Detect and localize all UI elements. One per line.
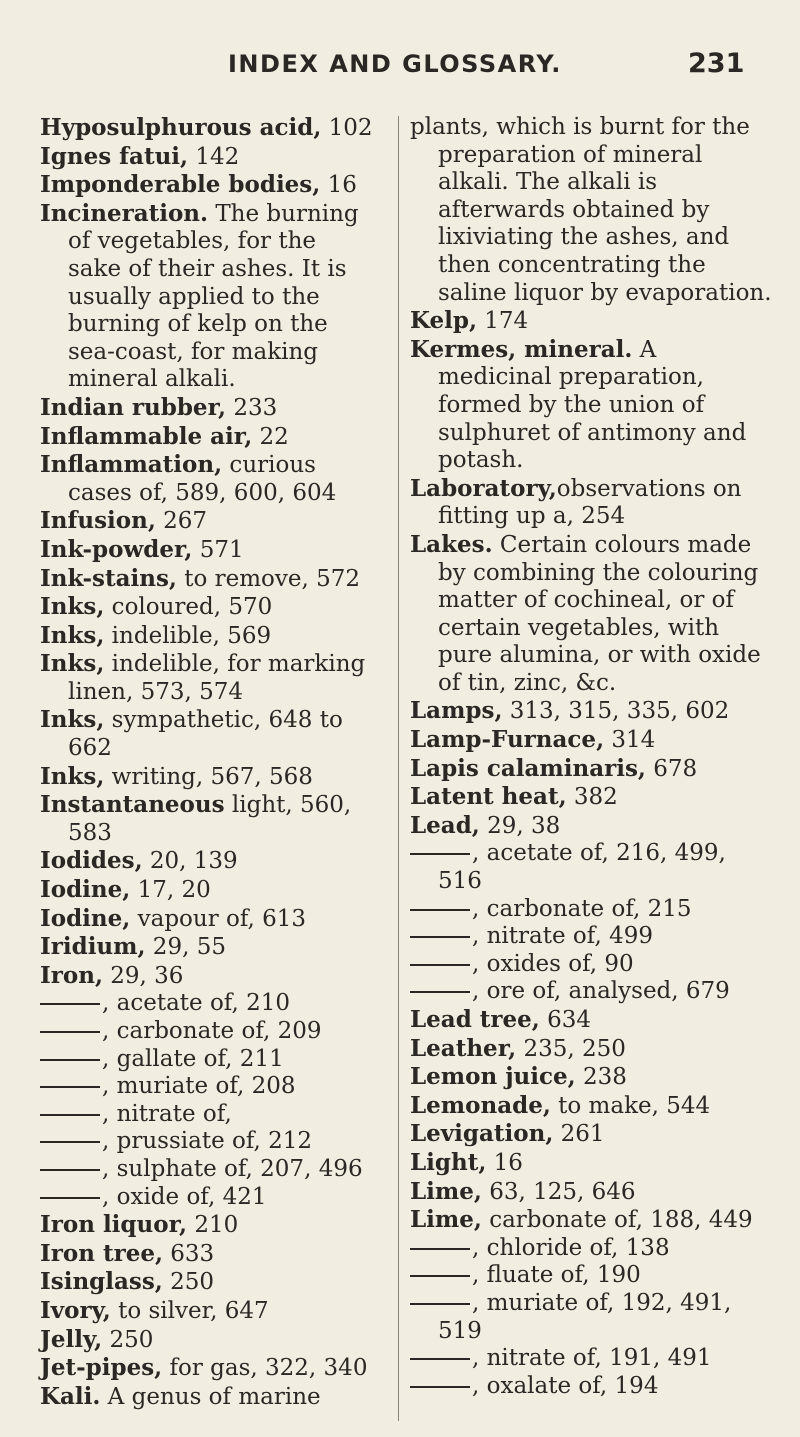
index-entry-text: to make, 544 — [550, 1092, 711, 1119]
index-entry-term: Lead, — [410, 811, 480, 839]
index-entry-term: Lemon juice, — [410, 1063, 576, 1091]
index-entry-text: 678 — [645, 755, 698, 782]
index-entry-text: , acetate of, 210 — [102, 990, 291, 1017]
index-entry-text: , muriate of, 208 — [102, 1073, 296, 1100]
index-entry-term: Iron, — [40, 961, 103, 989]
index-entry — [40, 1297, 375, 1326]
index-column-left — [40, 114, 375, 1411]
index-entry-text: The burning of vegetables, for the sake of their ashes. It is usually applied to the burning of kelp on the sea-coast, for making mineral alkali. — [68, 200, 359, 393]
column-divider — [398, 116, 399, 1421]
index-entry — [410, 1063, 775, 1092]
index-entry — [410, 697, 775, 726]
index-entry-text: 63, 125, 646 — [481, 1178, 636, 1205]
ditto-dash — [410, 1303, 470, 1305]
index-entry-text: , carbonate of, 209 — [102, 1018, 322, 1044]
index-entry — [40, 114, 375, 143]
index-entry-term: Latent heat, — [410, 783, 567, 811]
index-entry-term: Inks, — [40, 650, 105, 678]
index-entry — [410, 923, 775, 951]
ditto-dash — [40, 1114, 100, 1116]
ditto-dash — [40, 1059, 100, 1061]
index-entry — [410, 336, 775, 475]
index-entry-text: 142 — [188, 143, 240, 170]
index-entry-term: Iron tree, — [40, 1239, 163, 1267]
index-entry — [410, 951, 775, 979]
index-entry — [410, 726, 775, 755]
index-entry — [40, 1383, 375, 1412]
index-entry-text: indelible, 569 — [104, 622, 272, 649]
index-entry — [410, 1373, 775, 1401]
index-entry-text: , carbonate of, 215 — [472, 895, 692, 922]
index-entry-text: , muriate of, 192, 491, 519 — [438, 1289, 732, 1344]
index-entry-text: indelible, for marking linen, 573, 574 — [68, 651, 366, 705]
index-entry — [410, 896, 775, 924]
index-entry-term: Inks, — [40, 706, 105, 734]
index-entry — [40, 706, 375, 762]
index-entry — [40, 394, 375, 423]
page-number: 231 — [688, 48, 745, 79]
index-entry — [40, 143, 375, 172]
index-entry — [40, 1128, 375, 1156]
ditto-dash — [410, 1358, 470, 1360]
index-entry-text: , prussiate of, 212 — [102, 1128, 313, 1155]
index-entry-text: 16 — [320, 172, 357, 199]
index-entry — [410, 1178, 775, 1207]
index-entry-text: 22 — [252, 423, 289, 450]
index-entry-text: , sulphate of, 207, 496 — [102, 1155, 363, 1182]
index-entry-text: , ore of, analysed, 679 — [472, 978, 730, 1005]
ditto-dash — [40, 1031, 100, 1033]
index-entry — [40, 1046, 375, 1074]
index-entry — [40, 791, 375, 847]
index-entry-term: Kali. — [40, 1382, 101, 1410]
index-entry — [410, 1345, 775, 1373]
index-entry — [40, 990, 375, 1018]
index-entry-text: 29, 36 — [102, 962, 184, 989]
index-entry-term: Imponderable bodies, — [40, 171, 321, 199]
ditto-dash — [410, 936, 470, 938]
index-entry — [40, 565, 375, 594]
index-entry-term: Inflammation, — [40, 451, 223, 479]
index-entry-text: A medicinal preparation, formed by the union of sulphuret of antimony and potash. — [438, 336, 747, 474]
index-entry-term: Iron liquor, — [40, 1211, 188, 1239]
index-entry — [40, 847, 375, 876]
index-entry — [40, 171, 375, 200]
index-entry — [40, 451, 375, 507]
index-entry-text: to remove, 572 — [176, 565, 361, 592]
index-entry-text: 17, 20 — [130, 877, 211, 904]
index-entry — [40, 876, 375, 905]
ditto-dash — [410, 991, 470, 993]
index-entry — [40, 536, 375, 565]
index-entry-term: Infusion, — [40, 507, 156, 535]
index-entry-text: vapour of, 613 — [130, 905, 307, 932]
index-entry-text: , oxide of, 421 — [102, 1183, 267, 1210]
index-entry — [410, 1120, 775, 1149]
index-column-right — [410, 114, 775, 1400]
index-entry-text: 238 — [575, 1064, 627, 1091]
index-entry-text: , nitrate of, 499 — [472, 923, 653, 950]
index-entry — [410, 783, 775, 812]
index-entry — [410, 531, 775, 698]
index-entry-text: Certain colours made by combining the colouring matter of cochineal, or of certain vegetables, with pure alumina, or with oxide of tin, zinc, &c. — [438, 531, 761, 696]
index-entry — [410, 1290, 775, 1345]
index-entry-text: 313, 315, 335, 602 — [502, 698, 730, 725]
running-head: INDEX AND GLOSSARY. — [228, 50, 562, 78]
index-entry-term: Indian rubber, — [40, 393, 227, 421]
index-entry — [410, 1149, 775, 1178]
index-entry — [40, 593, 375, 622]
index-entry-text: , chloride of, 138 — [472, 1234, 670, 1261]
index-entry — [40, 1326, 375, 1355]
ditto-dash — [410, 964, 470, 966]
index-entry — [40, 1184, 375, 1212]
index-entry-term: Lime, — [410, 1206, 482, 1234]
index-entry-text: 16 — [486, 1149, 523, 1176]
index-entry-text: 20, 139 — [142, 848, 238, 875]
index-entry — [40, 1101, 375, 1129]
index-entry-text: 634 — [539, 1007, 592, 1033]
index-entry — [40, 650, 375, 706]
index-entry-text: 250 — [162, 1269, 215, 1296]
ditto-dash — [40, 1086, 100, 1088]
index-entry — [410, 475, 775, 531]
index-entry-term: Iodides, — [40, 847, 143, 875]
ditto-dash — [410, 1275, 470, 1277]
index-entry — [410, 812, 775, 841]
ditto-dash — [410, 909, 470, 911]
index-entry-text: 633 — [162, 1240, 215, 1267]
index-entry-term: Kelp, — [410, 307, 477, 335]
index-entry — [40, 763, 375, 792]
ditto-dash — [40, 1003, 100, 1005]
index-entry-term: Lemonade, — [410, 1091, 551, 1119]
index-entry-text: observations on fitting up a, 254 — [438, 475, 742, 530]
index-entry-text: plants, which is burnt for the preparation of mineral alkali. The alkali is afterwards obtained by lixiviating the ashes, and then concentrating the saline liquor by evaporation. — [410, 114, 772, 306]
index-entry-text: , gallate of, 211 — [102, 1045, 284, 1072]
index-entry-term: Ivory, — [40, 1296, 111, 1324]
index-entry — [40, 507, 375, 536]
index-entry — [40, 1354, 375, 1383]
index-entry — [40, 1018, 375, 1046]
index-entry-text: coloured, 570 — [104, 594, 273, 621]
index-entry-text: , acetate of, 216, 499, 516 — [438, 840, 726, 895]
index-entry — [40, 1268, 375, 1297]
index-entry-text: , oxides of, 90 — [472, 950, 634, 977]
index-entry-term: Iodine, — [40, 876, 131, 904]
index-entry — [40, 933, 375, 962]
index-entry-text: 29, 55 — [145, 934, 226, 961]
index-entry — [410, 1006, 775, 1035]
index-entry — [410, 978, 775, 1006]
index-entry-text: 314 — [604, 727, 656, 754]
index-entry — [410, 755, 775, 784]
index-entry-term: Ink-powder, — [40, 535, 193, 563]
index-entry-text: 235, 250 — [516, 1035, 626, 1062]
ditto-dash — [410, 1248, 470, 1250]
index-entry-text: 250 — [102, 1326, 154, 1353]
ditto-dash — [40, 1197, 100, 1199]
index-entry-text: 233 — [226, 394, 278, 421]
index-entry-term: Lamps, — [410, 697, 503, 725]
index-entry-text: , fluate of, 190 — [472, 1262, 641, 1289]
index-entry — [40, 622, 375, 651]
index-entry — [40, 1073, 375, 1101]
index-entry — [410, 1262, 775, 1290]
index-entry-term: Inks, — [40, 762, 105, 790]
index-entry — [410, 840, 775, 895]
index-entry-text: light, 560, 583 — [68, 792, 352, 846]
index-entry — [40, 200, 375, 394]
ditto-dash — [410, 1386, 470, 1388]
index-entry-term: Laboratory, — [410, 474, 557, 502]
index-entry — [40, 1240, 375, 1269]
index-entry-text: , nitrate of, 191, 491 — [472, 1345, 712, 1372]
ditto-dash — [40, 1141, 100, 1143]
index-entry — [40, 423, 375, 452]
index-entry-text: 29, 38 — [479, 812, 561, 839]
index-entry-text: 571 — [192, 536, 244, 563]
index-entry-term: Light, — [410, 1148, 487, 1176]
index-entry-text: 382 — [566, 784, 618, 811]
index-entry — [410, 1035, 775, 1064]
index-entry-term: Lakes. — [410, 530, 493, 558]
index-entry-term: Hyposulphurous acid, — [40, 114, 322, 141]
index-entry — [410, 1206, 775, 1235]
index-entry — [410, 1235, 775, 1263]
index-entry-text: A genus of marine — [100, 1383, 321, 1410]
index-entry — [40, 962, 375, 991]
index-entry-text: 261 — [553, 1121, 605, 1148]
index-entry — [410, 1092, 775, 1121]
index-entry-term: Iridium, — [40, 933, 146, 961]
index-entry-text: curious cases of, 589, 600, 604 — [68, 452, 337, 506]
index-entry-term: Kermes, mineral. — [410, 335, 633, 363]
index-entry-term: Ignes fatui, — [40, 142, 189, 170]
index-entry — [40, 1211, 375, 1240]
index-entry-term: Jet-pipes, — [40, 1354, 163, 1382]
index-entry-term: Inks, — [40, 593, 105, 621]
index-entry-term: Instantaneous — [40, 791, 225, 819]
ditto-dash — [40, 1169, 100, 1171]
page-header — [0, 48, 800, 88]
index-entry — [40, 905, 375, 934]
index-entry-term: Lamp-Furnace, — [410, 726, 605, 754]
index-entry-term: Lime, — [410, 1177, 482, 1205]
index-entry-text: for gas, 322, 340 — [162, 1355, 368, 1382]
index-entry-term: Jelly, — [40, 1325, 103, 1353]
index-entry — [410, 114, 775, 307]
index-entry-term: Ink-stains, — [40, 564, 177, 592]
index-entry-term: Inflammable air, — [40, 422, 253, 450]
ditto-dash — [410, 853, 470, 855]
index-entry — [40, 1156, 375, 1184]
index-entry-text: 267 — [155, 508, 208, 535]
index-entry-text: 174 — [476, 308, 529, 335]
index-entry-term: Levigation, — [410, 1120, 554, 1148]
index-entry-text: , nitrate of, — [102, 1100, 232, 1127]
index-entry-text: , oxalate of, 194 — [472, 1372, 659, 1399]
index-entry-term: Leather, — [410, 1034, 517, 1062]
index-entry-term: Inks, — [40, 621, 105, 649]
index-entry-term: Lapis calaminaris, — [410, 754, 646, 782]
index-entry-text: 210 — [187, 1212, 239, 1239]
index-entry-term: Lead tree, — [410, 1006, 540, 1033]
index-entry-term: Incineration. — [40, 199, 209, 227]
index-entry-text: to silver, 647 — [110, 1297, 269, 1324]
index-entry-term: Isinglass, — [40, 1268, 163, 1296]
index-entry-text: sympathetic, 648 to 662 — [68, 707, 343, 762]
index-entry — [410, 307, 775, 336]
index-entry-text: writing, 567, 568 — [104, 763, 313, 790]
index-entry-term: Iodine, — [40, 904, 131, 932]
index-entry-text: carbonate of, 188, 449 — [481, 1207, 753, 1234]
index-entry-text: 102 — [321, 115, 373, 141]
